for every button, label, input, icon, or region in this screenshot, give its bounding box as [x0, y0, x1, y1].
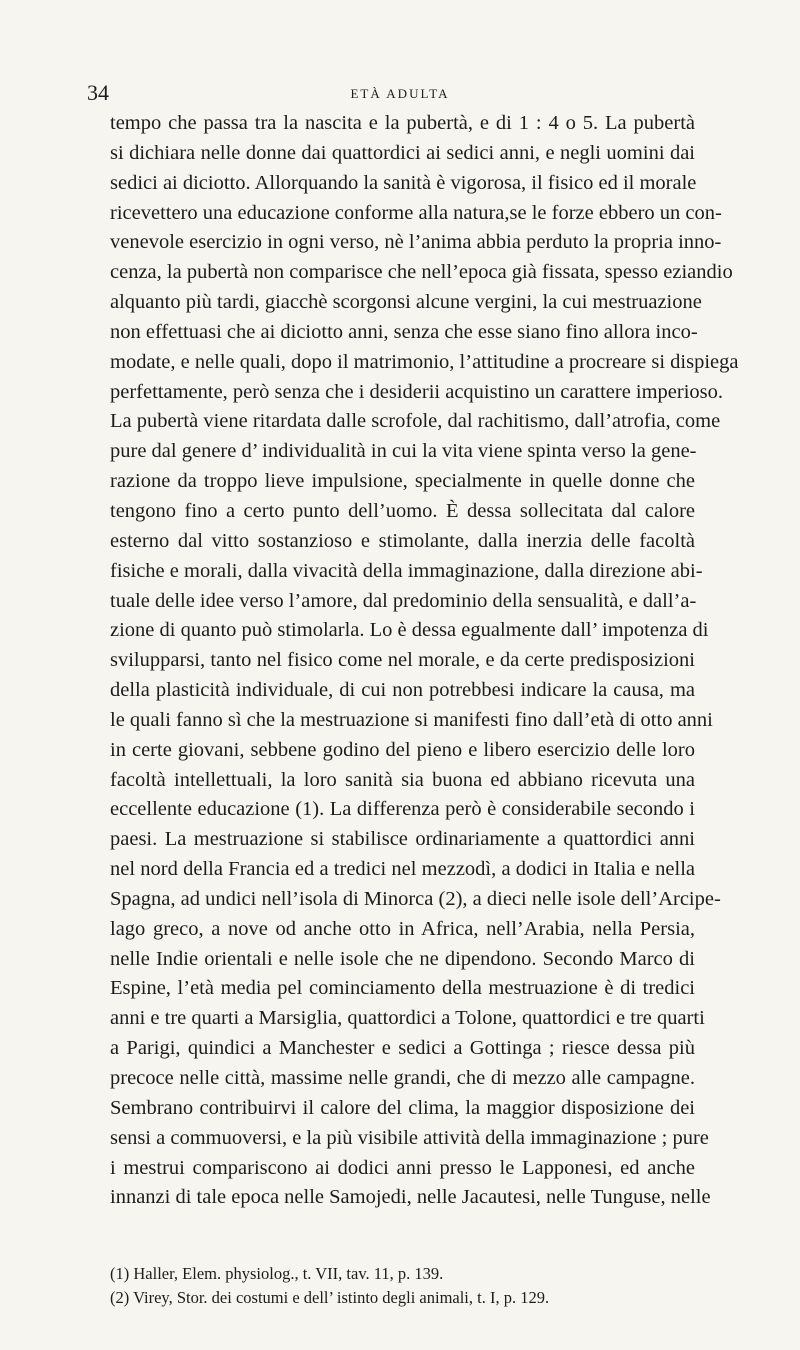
body-line: eccellente educazione (1). La differenza però è considerabile secondo i: [110, 798, 695, 821]
body-line: nel nord della Francia ed a tredici nel mezzodì, a dodici in Italia e nella: [110, 858, 695, 881]
body-line: sensi a commuoversi, e la più visibile attività della immaginazione ; pure: [110, 1126, 709, 1149]
body-text: [110, 109, 739, 1213]
body-line: i mestrui compariscono ai dodici anni presso le Lapponesi, ed anche: [110, 1156, 695, 1179]
body-line: svilupparsi, tanto nel fisico come nel morale, e da certe predisposizioni: [110, 649, 695, 672]
body-line: Spagna, ad undici nell’isola di Minorca (2), a dieci nelle isole dell’Arcipe-: [110, 887, 721, 910]
body-line: in certe giovani, sebbene godino del pieno e libero esercizio delle loro: [110, 738, 695, 761]
body-line: Espine, l’età media pel cominciamento della mestruazione è di tredici: [110, 977, 695, 1000]
body-line: La pubertà viene ritardata dalle scrofole, dal rachitismo, dall’atrofia, come: [110, 410, 721, 433]
footnotes: [110, 1262, 695, 1310]
body-line: tengono fino a certo punto dell’uomo. È dessa sollecitata dal calore: [110, 499, 695, 522]
body-line: fisiche e morali, dalla vivacità della immaginazione, dalla direzione abi-: [110, 559, 703, 582]
body-line: anni e tre quarti a Marsiglia, quattordici a Tolone, quattordici e tre quarti: [110, 1007, 705, 1030]
body-line: Sembrano contribuirvi il calore del clima, la maggior disposizione dei: [110, 1096, 695, 1119]
body-line: cenza, la pubertà non comparisce che nell’epoca già fissata, spesso eziandio: [110, 261, 733, 284]
body-line: modate, e nelle quali, dopo il matrimonio, l’attitudine a procreare si dispiega: [110, 350, 739, 373]
body-line: si dichiara nelle donne dai quattordici ai sedici anni, e negli uomini dai: [110, 141, 695, 164]
body-line: della plasticità individuale, di cui non potrebbesi indicare la causa, ma: [110, 679, 695, 702]
footnote-1: (1) Haller, Elem. physiolog., t. VII, tav. 11, p. 139.: [110, 1264, 444, 1283]
body-line: venevole esercizio in ogni verso, nè l’anima abbia perduto la propria inno-: [110, 231, 722, 254]
body-line: a Parigi, quindici a Manchester e sedici a Gottinga ; riesce dessa più: [110, 1037, 695, 1060]
body-line: precoce nelle città, massime nelle grandi, che di mezzo alle campagne.: [110, 1067, 695, 1089]
running-title: ETÀ ADULTA: [350, 86, 450, 101]
body-line: sedici ai diciotto. Allorquando la sanità è vigorosa, il fisico ed il morale: [110, 171, 697, 194]
body-line: facoltà intellettuali, la loro sanità sia buona ed abbiano ricevuta una: [110, 768, 695, 791]
body-line: alquanto più tardi, giacchè scorgonsi alcune vergini, la cui mestruazione: [110, 291, 702, 314]
body-line: le quali fanno sì che la mestruazione si manifesti fino dall’età di otto anni: [110, 708, 713, 731]
footnote-2: (2) Virey, Stor. dei costumi e dell’ istinto degli animali, t. I, p. 129.: [110, 1288, 550, 1307]
body-line: perfettamente, però senza che i desiderii acquistino un carattere imperioso.: [110, 380, 724, 403]
body-line: lago greco, a nove od anche otto in Africa, nell’Arabia, nella Persia,: [110, 917, 695, 940]
page-number: 34: [87, 80, 109, 105]
body-line: tempo che passa tra la nascita e la pubertà, e di 1 : 4 o 5. La pubertà: [110, 112, 695, 134]
body-line: tuale delle idee verso l’amore, dal predominio della sensualità, e dall’a-: [110, 589, 697, 612]
body-line: esterno dal vitto sostanzioso e stimolante, dalla inerzia delle facoltà: [110, 529, 695, 552]
body-line: innanzi di tale epoca nelle Samojedi, nelle Jacautesi, nelle Tunguse, nelle: [110, 1186, 711, 1209]
body-line: nelle Indie orientali e nelle isole che ne dipendono. Secondo Marco di: [110, 947, 695, 970]
body-line: pure dal genere d’ individualità in cui la vita viene spinta verso la gene-: [110, 440, 697, 463]
body-line: paesi. La mestruazione si stabilisce ordinariamente a quattordici anni: [110, 828, 695, 851]
body-line: non effettuasi che ai diciotto anni, senza che esse siano fino allora inco-: [110, 320, 698, 343]
body-line: zione di quanto può stimolarla. Lo è dessa egualmente dall’ impotenza di: [110, 619, 709, 642]
body-line: razione da troppo lieve impulsione, specialmente in quelle donne che: [110, 470, 695, 493]
body-line: ricevettero una educazione conforme alla natura,se le forze ebbero un con-: [110, 201, 722, 224]
